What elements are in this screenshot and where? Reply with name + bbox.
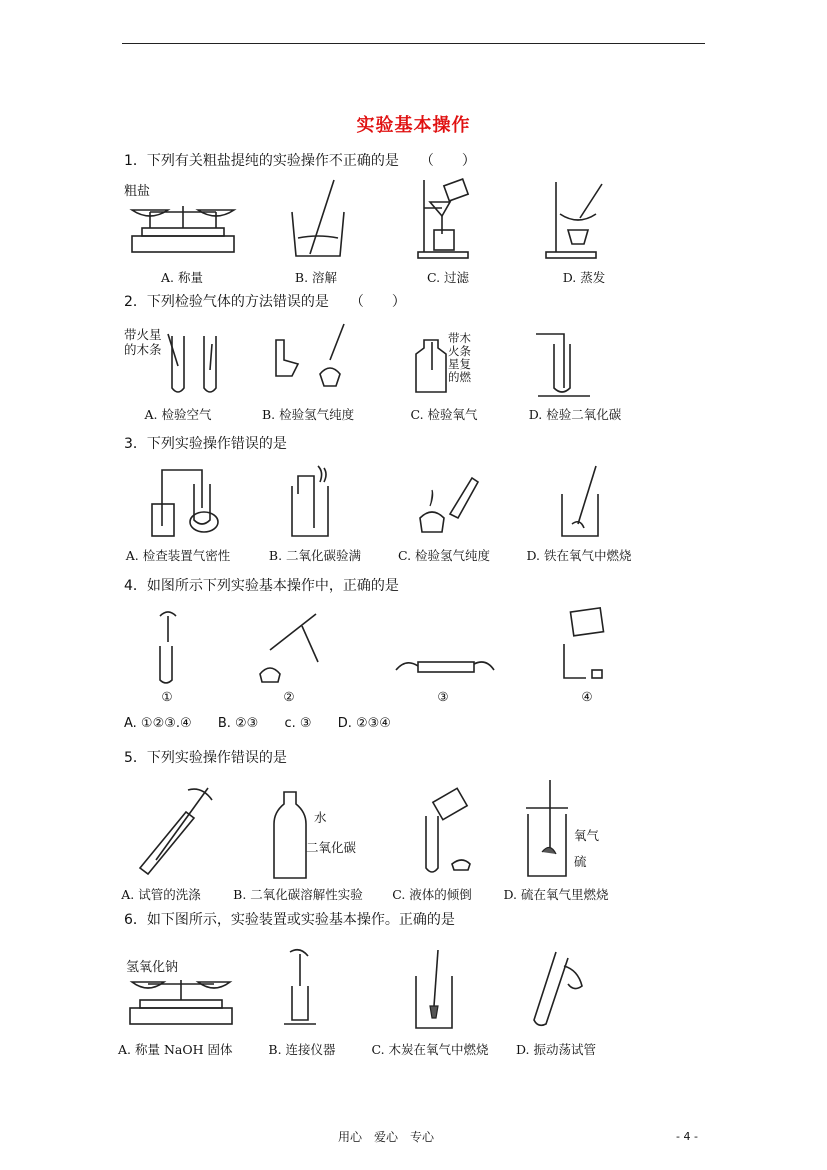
q1-caption-d: D. 蒸发 [562, 270, 606, 285]
q3-figure-d [556, 464, 606, 540]
q5-label-water: 水 [314, 810, 327, 825]
q5-caption-d: D. 硫在氧气里燃烧 [503, 887, 609, 902]
q5-caption-a: A. 试管的洗涤 [121, 887, 201, 902]
q4-option-b: B. ②③ [217, 716, 259, 731]
q3-figure-b [284, 464, 334, 540]
question-4-stem: 4．如图所示下列实验基本操作中，正确的是 [124, 578, 399, 594]
q5-caption-c: C. 液体的倾倒 [392, 887, 472, 902]
q5-label-oxygen: 氧气 [574, 828, 600, 843]
q3-caption-b: B. 二氧化碳验满 [268, 548, 362, 563]
header-rule [122, 43, 705, 44]
q5-figure-a [126, 784, 216, 880]
q2-label-c-4: 的燃 [448, 370, 471, 384]
q2-figure-d [534, 330, 594, 400]
q2-caption-d: D. 检验二氧化碳 [528, 407, 622, 422]
q2-label-c-1: 带木 [448, 331, 471, 345]
q1-figure-evaporate [540, 178, 600, 260]
question-2-stem: 2．下列检验气体的方法错误的是 （ ） [124, 294, 406, 310]
q2-label-2: 的木条 [124, 342, 162, 357]
q5-figure-d [522, 778, 572, 882]
q3-caption-c: C. 检验氢气纯度 [397, 548, 491, 563]
q2-figure-c [410, 336, 450, 396]
q1-figure-dissolve [288, 178, 348, 260]
q3-figure-c [412, 474, 482, 540]
q3-figure-a [146, 464, 226, 540]
question-6-stem: 6．如下图所示，实验装置或实验基本操作。正确的是 [124, 912, 455, 928]
q1-caption-c: C. 过滤 [426, 270, 470, 285]
q6-figure-b [280, 946, 320, 1032]
q1-label-salt: 粗盐 [124, 184, 151, 199]
q4-caption-4: ④ [581, 689, 593, 704]
q6-caption-c: C. 木炭在氧气中燃烧 [371, 1042, 489, 1057]
q2-label-1: 带火星 [124, 327, 162, 342]
q6-caption-b: B. 连接仪器 [268, 1042, 336, 1057]
q5-figure-b [270, 790, 310, 882]
question-1-stem: 1．下列有关粗盐提纯的实验操作不正确的是 （ ） [124, 153, 476, 169]
q4-figure-3 [388, 650, 498, 686]
q4-option-a: A. ①②③.④ [124, 716, 192, 731]
q4-figure-1 [148, 606, 188, 684]
q4-figure-2 [256, 606, 326, 684]
question-3-stem: 3．下列实验操作错误的是 [124, 436, 287, 452]
page-title: 实验基本操作 [356, 115, 471, 136]
q5-figure-c [390, 790, 480, 878]
q2-label-c [448, 332, 471, 384]
q5-label-sulfur: 硫 [574, 854, 587, 869]
q2-caption-c: C. 检验氧气 [410, 407, 478, 422]
footer-motto: 用心 爱心 专心 [338, 1130, 435, 1144]
q6-caption-a: A. 称量 NaOH 固体 [118, 1042, 233, 1057]
q1-figure-balance [128, 192, 238, 258]
q6-figure-c [410, 946, 460, 1032]
q6-figure-a [126, 968, 236, 1030]
q1-figure-filter [414, 178, 474, 260]
q4-caption-3: ③ [437, 689, 449, 704]
q3-caption-a: A. 检查装置气密性 [125, 548, 231, 563]
q6-label-naoh: 氢氧化钠 [126, 960, 179, 975]
q2-caption-b: B. 检验氢气纯度 [262, 407, 355, 422]
q3-caption-d: D. 铁在氧气中燃烧 [526, 548, 632, 563]
q4-option-d: D. ②③④ [337, 716, 391, 731]
q6-caption-d: D. 振动荡试管 [515, 1042, 597, 1057]
q2-figure-b [264, 320, 344, 394]
q4-options [124, 716, 413, 731]
q5-caption-b: B. 二氧化碳溶解性实验 [233, 887, 363, 902]
question-5-stem: 5．下列实验操作错误的是 [124, 750, 287, 766]
q1-caption-a: A. 称量 [161, 270, 203, 285]
q5-label-co2: 二氧化碳 [306, 840, 357, 855]
q1-caption-b: B. 溶解 [294, 270, 338, 285]
q4-caption-1: ① [161, 689, 173, 704]
q4-option-c: c. ③ [284, 716, 312, 731]
q4-caption-2: ② [283, 689, 295, 704]
q6-figure-d [530, 946, 590, 1032]
page-number: - 4 - [676, 1130, 698, 1143]
q2-caption-a: A. 检验空气 [144, 407, 212, 422]
q2-figure-a [164, 330, 224, 400]
q4-figure-4 [556, 604, 616, 684]
q2-label-c-3: 星复 [448, 357, 471, 371]
q2-label-c-2: 火条 [448, 344, 471, 358]
